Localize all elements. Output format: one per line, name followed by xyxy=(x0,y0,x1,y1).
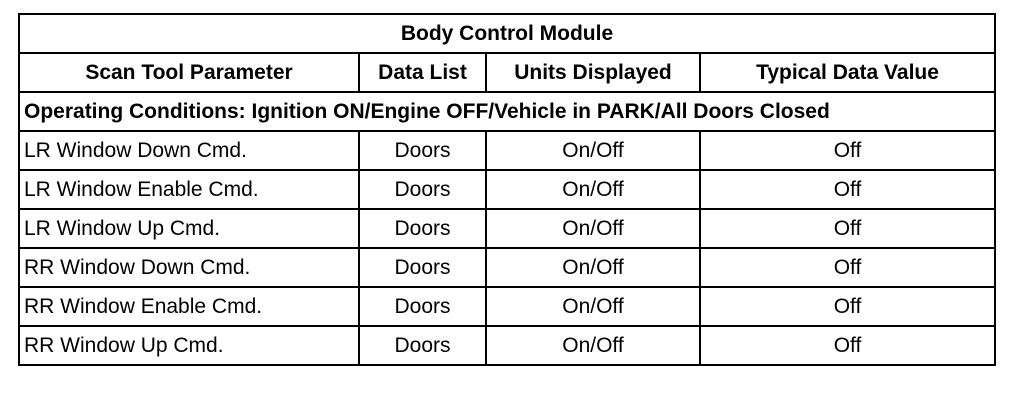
typical-data-value-cell: Off xyxy=(700,170,995,209)
operating-conditions: Operating Conditions: Ignition ON/Engine OFF/Vehicle in PARK/All Doors Closed xyxy=(19,92,995,131)
units-displayed-cell: On/Off xyxy=(486,170,700,209)
table-row xyxy=(19,209,995,248)
operating-conditions-row xyxy=(19,92,995,131)
data-list-cell: Doors xyxy=(359,131,486,170)
typical-data-value-cell: Off xyxy=(700,287,995,326)
scan-tool-parameter-cell: LR Window Enable Cmd. xyxy=(19,170,359,209)
typical-data-value-cell: Off xyxy=(700,248,995,287)
units-displayed-cell: On/Off xyxy=(486,326,700,365)
data-list-cell: Doors xyxy=(359,248,486,287)
data-list-cell: Doors xyxy=(359,287,486,326)
body-control-module-table xyxy=(18,13,996,366)
typical-data-value-cell: Off xyxy=(700,209,995,248)
scan-tool-parameter-cell: RR Window Up Cmd. xyxy=(19,326,359,365)
typical-data-value-cell: Off xyxy=(700,131,995,170)
table-title-row xyxy=(19,14,995,53)
units-displayed-cell: On/Off xyxy=(486,248,700,287)
units-displayed-cell: On/Off xyxy=(486,287,700,326)
table-title: Body Control Module xyxy=(19,14,995,53)
column-header-typical-data-value: Typical Data Value xyxy=(700,53,995,92)
data-list-cell: Doors xyxy=(359,170,486,209)
units-displayed-cell: On/Off xyxy=(486,209,700,248)
scan-tool-parameter-cell: LR Window Down Cmd. xyxy=(19,131,359,170)
column-header-units-displayed: Units Displayed xyxy=(486,53,700,92)
table-row xyxy=(19,248,995,287)
scan-tool-parameter-cell: RR Window Down Cmd. xyxy=(19,248,359,287)
table-row xyxy=(19,287,995,326)
column-header-data-list: Data List xyxy=(359,53,486,92)
table-row xyxy=(19,131,995,170)
table-row xyxy=(19,170,995,209)
column-header-scan-tool-parameter: Scan Tool Parameter xyxy=(19,53,359,92)
table-header-row xyxy=(19,53,995,92)
typical-data-value-cell: Off xyxy=(700,326,995,365)
scan-tool-parameter-cell: RR Window Enable Cmd. xyxy=(19,287,359,326)
data-list-cell: Doors xyxy=(359,326,486,365)
table-row xyxy=(19,326,995,365)
scan-tool-parameter-cell: LR Window Up Cmd. xyxy=(19,209,359,248)
data-list-cell: Doors xyxy=(359,209,486,248)
units-displayed-cell: On/Off xyxy=(486,131,700,170)
